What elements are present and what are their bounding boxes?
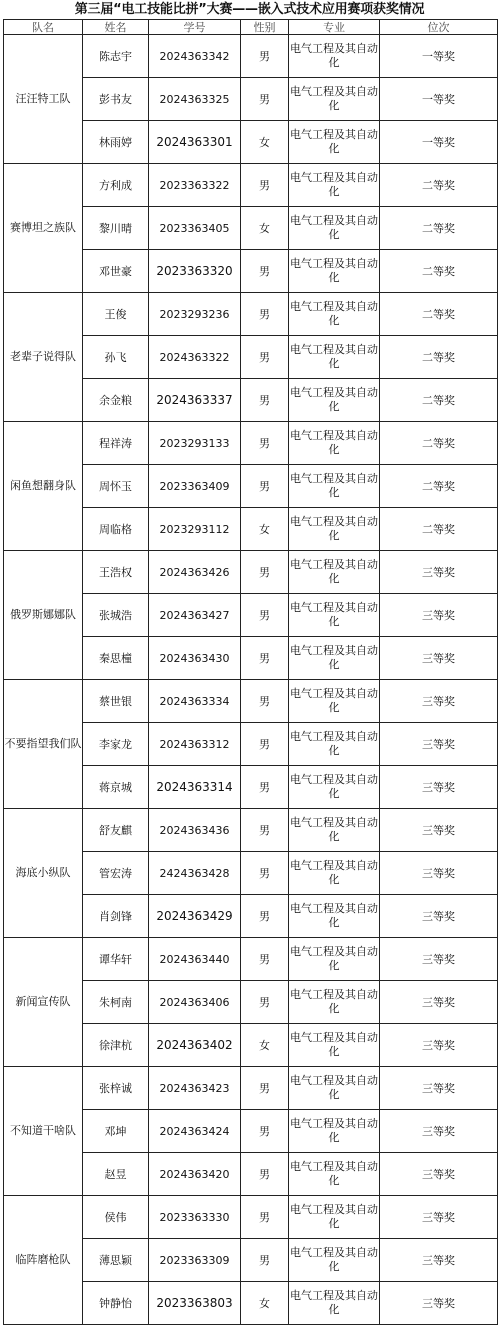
gender-cell: 男 bbox=[241, 336, 289, 379]
award-cell: 三等奖 bbox=[380, 852, 498, 895]
award-cell: 二等奖 bbox=[380, 164, 498, 207]
table-header-row bbox=[4, 20, 498, 35]
major-cell: 电气工程及其自动化 bbox=[289, 766, 380, 809]
gender-cell: 男 bbox=[241, 293, 289, 336]
award-cell: 二等奖 bbox=[380, 207, 498, 250]
student-id-cell: 2023363330 bbox=[149, 1196, 241, 1239]
header-team: 队名 bbox=[4, 20, 83, 35]
student-id-cell: 2024363342 bbox=[149, 35, 241, 78]
team-name-cell: 俄罗斯娜娜队 bbox=[4, 551, 83, 680]
member-name-cell: 周怀玉 bbox=[83, 465, 149, 508]
member-name-cell: 程祥涛 bbox=[83, 422, 149, 465]
award-cell: 三等奖 bbox=[380, 895, 498, 938]
major-cell: 电气工程及其自动化 bbox=[289, 594, 380, 637]
award-cell: 三等奖 bbox=[380, 637, 498, 680]
header-gender: 性别 bbox=[241, 20, 289, 35]
member-name-cell: 孙飞 bbox=[83, 336, 149, 379]
major-cell: 电气工程及其自动化 bbox=[289, 1067, 380, 1110]
gender-cell: 男 bbox=[241, 250, 289, 293]
gender-cell: 女 bbox=[241, 508, 289, 551]
major-cell: 电气工程及其自动化 bbox=[289, 508, 380, 551]
member-name-cell: 蔡世银 bbox=[83, 680, 149, 723]
student-id-cell: 2023293112 bbox=[149, 508, 241, 551]
student-id-cell: 2024363402 bbox=[149, 1024, 241, 1067]
gender-cell: 男 bbox=[241, 164, 289, 207]
student-id-cell: 2024363420 bbox=[149, 1153, 241, 1196]
awards-table-body bbox=[4, 35, 498, 1325]
header-award: 位次 bbox=[380, 20, 498, 35]
award-cell: 三等奖 bbox=[380, 1024, 498, 1067]
gender-cell: 男 bbox=[241, 422, 289, 465]
major-cell: 电气工程及其自动化 bbox=[289, 379, 380, 422]
gender-cell: 男 bbox=[241, 1110, 289, 1153]
member-name-cell: 邓坤 bbox=[83, 1110, 149, 1153]
student-id-cell: 2024363406 bbox=[149, 981, 241, 1024]
award-cell: 三等奖 bbox=[380, 551, 498, 594]
major-cell: 电气工程及其自动化 bbox=[289, 164, 380, 207]
award-cell: 二等奖 bbox=[380, 508, 498, 551]
member-name-cell: 黎川晴 bbox=[83, 207, 149, 250]
table-row bbox=[4, 1196, 498, 1239]
award-cell: 一等奖 bbox=[380, 35, 498, 78]
student-id-cell: 2023363322 bbox=[149, 164, 241, 207]
document-title: 第三届“电工技能比拼”大赛——嵌入式技术应用赛项获奖情况 bbox=[74, 2, 425, 17]
award-cell: 三等奖 bbox=[380, 1239, 498, 1282]
student-id-cell: 2023363309 bbox=[149, 1239, 241, 1282]
major-cell: 电气工程及其自动化 bbox=[289, 121, 380, 164]
team-name-cell: 汪汪特工队 bbox=[4, 35, 83, 164]
team-name-cell: 老辈子说得队 bbox=[4, 293, 83, 422]
gender-cell: 男 bbox=[241, 379, 289, 422]
student-id-cell: 2024363314 bbox=[149, 766, 241, 809]
major-cell: 电气工程及其自动化 bbox=[289, 422, 380, 465]
major-cell: 电气工程及其自动化 bbox=[289, 551, 380, 594]
member-name-cell: 邓世豪 bbox=[83, 250, 149, 293]
table-row bbox=[4, 938, 498, 981]
gender-cell: 男 bbox=[241, 551, 289, 594]
award-cell: 一等奖 bbox=[380, 78, 498, 121]
team-name-cell: 闲鱼想翻身队 bbox=[4, 422, 83, 551]
award-cell: 三等奖 bbox=[380, 981, 498, 1024]
gender-cell: 男 bbox=[241, 680, 289, 723]
gender-cell: 男 bbox=[241, 895, 289, 938]
table-row bbox=[4, 680, 498, 723]
major-cell: 电气工程及其自动化 bbox=[289, 293, 380, 336]
member-name-cell: 方利成 bbox=[83, 164, 149, 207]
gender-cell: 女 bbox=[241, 121, 289, 164]
award-cell: 二等奖 bbox=[380, 422, 498, 465]
major-cell: 电气工程及其自动化 bbox=[289, 336, 380, 379]
table-row bbox=[4, 35, 498, 78]
member-name-cell: 张梓诚 bbox=[83, 1067, 149, 1110]
student-id-cell: 2024363430 bbox=[149, 637, 241, 680]
gender-cell: 女 bbox=[241, 1282, 289, 1325]
student-id-cell: 2023293236 bbox=[149, 293, 241, 336]
major-cell: 电气工程及其自动化 bbox=[289, 78, 380, 121]
award-cell: 三等奖 bbox=[380, 1282, 498, 1325]
gender-cell: 男 bbox=[241, 1067, 289, 1110]
student-id-cell: 2024363427 bbox=[149, 594, 241, 637]
award-cell: 二等奖 bbox=[380, 465, 498, 508]
member-name-cell: 肖剑锋 bbox=[83, 895, 149, 938]
major-cell: 电气工程及其自动化 bbox=[289, 1196, 380, 1239]
major-cell: 电气工程及其自动化 bbox=[289, 981, 380, 1024]
gender-cell: 男 bbox=[241, 465, 289, 508]
award-cell: 三等奖 bbox=[380, 938, 498, 981]
table-row bbox=[4, 551, 498, 594]
member-name-cell: 管宏涛 bbox=[83, 852, 149, 895]
award-cell: 三等奖 bbox=[380, 1153, 498, 1196]
header-student-id: 学号 bbox=[149, 20, 241, 35]
award-cell: 三等奖 bbox=[380, 809, 498, 852]
team-name-cell: 不要指望我们队 bbox=[4, 680, 83, 809]
major-cell: 电气工程及其自动化 bbox=[289, 938, 380, 981]
major-cell: 电气工程及其自动化 bbox=[289, 1282, 380, 1325]
award-cell: 三等奖 bbox=[380, 680, 498, 723]
member-name-cell: 徐津杭 bbox=[83, 1024, 149, 1067]
member-name-cell: 彭书友 bbox=[83, 78, 149, 121]
member-name-cell: 张城浩 bbox=[83, 594, 149, 637]
member-name-cell: 王俊 bbox=[83, 293, 149, 336]
gender-cell: 女 bbox=[241, 207, 289, 250]
table-row bbox=[4, 422, 498, 465]
student-id-cell: 2024363322 bbox=[149, 336, 241, 379]
gender-cell: 男 bbox=[241, 809, 289, 852]
member-name-cell: 朱柯南 bbox=[83, 981, 149, 1024]
award-cell: 三等奖 bbox=[380, 723, 498, 766]
student-id-cell: 2024363436 bbox=[149, 809, 241, 852]
student-id-cell: 2424363428 bbox=[149, 852, 241, 895]
major-cell: 电气工程及其自动化 bbox=[289, 1110, 380, 1153]
gender-cell: 男 bbox=[241, 1196, 289, 1239]
gender-cell: 男 bbox=[241, 78, 289, 121]
award-cell: 二等奖 bbox=[380, 336, 498, 379]
member-name-cell: 钟静怡 bbox=[83, 1282, 149, 1325]
award-cell: 三等奖 bbox=[380, 594, 498, 637]
student-id-cell: 2024363440 bbox=[149, 938, 241, 981]
table-row bbox=[4, 164, 498, 207]
student-id-cell: 2024363423 bbox=[149, 1067, 241, 1110]
major-cell: 电气工程及其自动化 bbox=[289, 895, 380, 938]
member-name-cell: 陈志宇 bbox=[83, 35, 149, 78]
student-id-cell: 2024363325 bbox=[149, 78, 241, 121]
gender-cell: 男 bbox=[241, 938, 289, 981]
student-id-cell: 2024363337 bbox=[149, 379, 241, 422]
member-name-cell: 王浩权 bbox=[83, 551, 149, 594]
award-cell: 二等奖 bbox=[380, 250, 498, 293]
student-id-cell: 2024363334 bbox=[149, 680, 241, 723]
member-name-cell: 侯伟 bbox=[83, 1196, 149, 1239]
member-name-cell: 谭华轩 bbox=[83, 938, 149, 981]
student-id-cell: 2023363320 bbox=[149, 250, 241, 293]
header-name: 姓名 bbox=[83, 20, 149, 35]
table-row bbox=[4, 1067, 498, 1110]
member-name-cell: 李家龙 bbox=[83, 723, 149, 766]
major-cell: 电气工程及其自动化 bbox=[289, 723, 380, 766]
award-cell: 一等奖 bbox=[380, 121, 498, 164]
member-name-cell: 蒋京城 bbox=[83, 766, 149, 809]
team-name-cell: 临阵磨枪队 bbox=[4, 1196, 83, 1325]
major-cell: 电气工程及其自动化 bbox=[289, 1024, 380, 1067]
member-name-cell: 舒友麒 bbox=[83, 809, 149, 852]
table-row bbox=[4, 293, 498, 336]
gender-cell: 男 bbox=[241, 723, 289, 766]
major-cell: 电气工程及其自动化 bbox=[289, 637, 380, 680]
gender-cell: 男 bbox=[241, 594, 289, 637]
member-name-cell: 薄思颖 bbox=[83, 1239, 149, 1282]
major-cell: 电气工程及其自动化 bbox=[289, 1239, 380, 1282]
award-cell: 三等奖 bbox=[380, 1067, 498, 1110]
major-cell: 电气工程及其自动化 bbox=[289, 1153, 380, 1196]
gender-cell: 男 bbox=[241, 852, 289, 895]
student-id-cell: 2024363424 bbox=[149, 1110, 241, 1153]
member-name-cell: 周临格 bbox=[83, 508, 149, 551]
major-cell: 电气工程及其自动化 bbox=[289, 35, 380, 78]
major-cell: 电气工程及其自动化 bbox=[289, 465, 380, 508]
gender-cell: 男 bbox=[241, 1239, 289, 1282]
gender-cell: 女 bbox=[241, 1024, 289, 1067]
team-name-cell: 新闻宣传队 bbox=[4, 938, 83, 1067]
gender-cell: 男 bbox=[241, 35, 289, 78]
student-id-cell: 2024363312 bbox=[149, 723, 241, 766]
award-cell: 三等奖 bbox=[380, 1196, 498, 1239]
team-name-cell: 不知道干啥队 bbox=[4, 1067, 83, 1196]
member-name-cell: 林雨婷 bbox=[83, 121, 149, 164]
award-cell: 三等奖 bbox=[380, 1110, 498, 1153]
major-cell: 电气工程及其自动化 bbox=[289, 809, 380, 852]
award-cell: 三等奖 bbox=[380, 766, 498, 809]
student-id-cell: 2023363405 bbox=[149, 207, 241, 250]
table-row bbox=[4, 809, 498, 852]
major-cell: 电气工程及其自动化 bbox=[289, 250, 380, 293]
member-name-cell: 赵昱 bbox=[83, 1153, 149, 1196]
member-name-cell: 秦思橦 bbox=[83, 637, 149, 680]
major-cell: 电气工程及其自动化 bbox=[289, 207, 380, 250]
header-major: 专业 bbox=[289, 20, 380, 35]
awards-table bbox=[3, 19, 498, 1325]
award-cell: 二等奖 bbox=[380, 293, 498, 336]
gender-cell: 男 bbox=[241, 981, 289, 1024]
student-id-cell: 2024363301 bbox=[149, 121, 241, 164]
student-id-cell: 2023363409 bbox=[149, 465, 241, 508]
gender-cell: 男 bbox=[241, 637, 289, 680]
student-id-cell: 2024363429 bbox=[149, 895, 241, 938]
student-id-cell: 2023363803 bbox=[149, 1282, 241, 1325]
team-name-cell: 赛博坦之族队 bbox=[4, 164, 83, 293]
major-cell: 电气工程及其自动化 bbox=[289, 852, 380, 895]
gender-cell: 男 bbox=[241, 1153, 289, 1196]
member-name-cell: 余金粮 bbox=[83, 379, 149, 422]
team-name-cell: 海底小纵队 bbox=[4, 809, 83, 938]
major-cell: 电气工程及其自动化 bbox=[289, 680, 380, 723]
gender-cell: 男 bbox=[241, 766, 289, 809]
student-id-cell: 2024363426 bbox=[149, 551, 241, 594]
student-id-cell: 2023293133 bbox=[149, 422, 241, 465]
award-cell: 二等奖 bbox=[380, 379, 498, 422]
